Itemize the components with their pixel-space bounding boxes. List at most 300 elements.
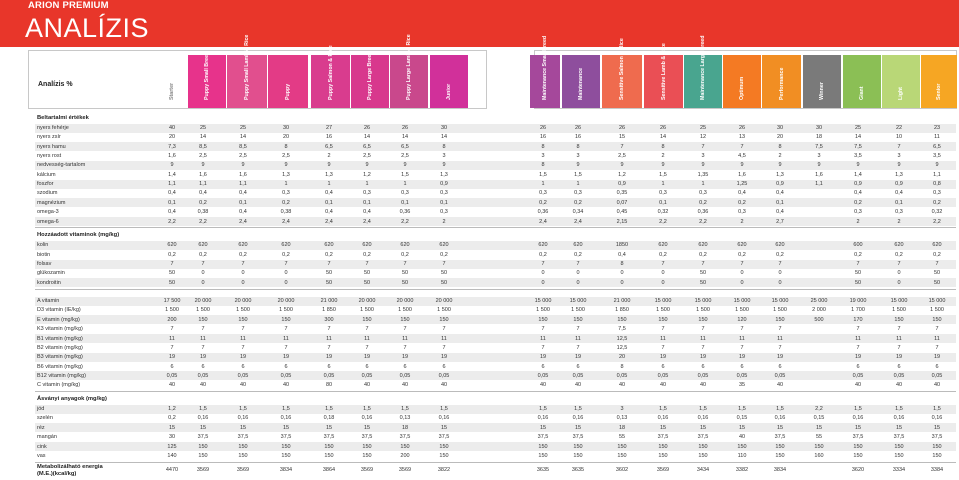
column-header-label: Puppy Small Breed <box>204 51 210 100</box>
row-label: B6 vitamin (mg/kg) <box>37 363 83 370</box>
table-cell: 11 <box>934 335 940 342</box>
table-cell: 37,5 <box>323 434 335 441</box>
table-cell: 37,5 <box>931 434 943 441</box>
table-cell: 0,38 <box>280 209 292 216</box>
table-cell: 0,05 <box>197 372 209 379</box>
table-cell: 1 500 <box>360 307 374 314</box>
table-cell: 620 <box>324 242 334 249</box>
table-cell: 37,5 <box>774 434 786 441</box>
table-cell: 40 <box>168 125 176 131</box>
row-label: biotin <box>37 251 51 258</box>
table-cell: 0,16 <box>657 415 669 422</box>
table-cell: 0,05 <box>280 372 292 379</box>
table-cell: 2 <box>442 218 446 225</box>
table-cell: 15 <box>539 424 547 431</box>
table-cell: 0,9 <box>776 181 784 188</box>
row-label: szelén <box>37 415 53 422</box>
table-cell: 7 <box>241 344 245 351</box>
table-cell: 19 <box>325 354 333 361</box>
table-cell: 6 <box>284 363 288 370</box>
table-cell: 50 <box>325 270 333 277</box>
table-cell: 150 <box>198 452 208 459</box>
table-cell: 20 <box>776 134 784 141</box>
table-cell: 20 000 <box>194 298 212 305</box>
table-row <box>35 442 956 451</box>
table-cell: 6,5 <box>933 143 941 150</box>
table-cell: 1 850 <box>615 307 629 314</box>
table-cell: 0,45 <box>616 209 628 216</box>
table-cell: 37,5 <box>537 434 549 441</box>
table-cell: 21 000 <box>320 298 338 305</box>
table-cell: 1,5 <box>854 406 862 413</box>
column-header-label: Sensitive Salmon & Rice <box>619 38 625 100</box>
table-cell: 8 <box>576 143 580 150</box>
table-cell: 11 <box>441 335 447 342</box>
table-cell: 2 <box>740 218 744 225</box>
table-cell: 7 <box>541 344 545 351</box>
table-cell: 11 <box>200 335 206 342</box>
energy-cell: 3569 <box>398 467 412 473</box>
table-cell: 1,25 <box>736 181 748 188</box>
table-cell: 0,3 <box>854 209 862 216</box>
table-cell: 0,4 <box>776 209 784 216</box>
column-header-19 <box>921 55 957 108</box>
table-cell: 7 <box>740 143 744 150</box>
table-cell: 15 000 <box>928 298 946 305</box>
table-cell: 150 <box>198 443 208 450</box>
table-cell: 50 <box>401 270 409 277</box>
table-cell: 150 <box>573 452 583 459</box>
table-cell: 7 <box>284 326 288 333</box>
table-cell: 11 <box>240 335 246 342</box>
table-cell: 0,2 <box>539 251 547 258</box>
table-cell: 0,4 <box>895 190 903 197</box>
table-cell: 6,5 <box>401 143 409 150</box>
table-cell: 40 <box>401 382 409 389</box>
table-cell: 1,5 <box>199 406 207 413</box>
table-cell: 15 <box>815 424 823 431</box>
table-cell: 6 <box>935 363 939 370</box>
table-cell: 9 <box>327 162 331 169</box>
table-cell: 0,3 <box>699 190 707 197</box>
brand-name: ARION PREMIUM <box>28 0 109 11</box>
row-label: nyers fehérje <box>37 125 69 131</box>
table-cell: 15 <box>854 424 862 431</box>
table-cell: 0,05 <box>774 372 786 379</box>
table-cell: 19 <box>854 354 862 361</box>
table-cell: 1,5 <box>659 406 667 413</box>
table-cell: 0,9 <box>440 181 448 188</box>
table-cell: 125 <box>167 443 177 450</box>
table-cell: 8 <box>620 261 624 268</box>
table-cell: 0,4 <box>239 190 247 197</box>
row-label: kálcium <box>37 171 56 178</box>
section-divider <box>35 391 956 392</box>
table-cell: 15 <box>440 424 448 431</box>
table-cell: 40 <box>574 382 582 389</box>
table-cell: 9 <box>365 162 369 169</box>
table-cell: 7 <box>897 344 901 351</box>
table-cell: 11 <box>739 335 745 342</box>
table-cell: 1 500 <box>892 307 906 314</box>
table-cell: 10 <box>895 134 903 141</box>
table-cell: 0,3 <box>933 190 941 197</box>
table-cell: 35 <box>738 382 746 389</box>
table-row <box>35 208 956 217</box>
table-cell: 1,2 <box>363 171 371 178</box>
row-label: C vitamin (mg/kg) <box>37 382 81 389</box>
table-cell: 37,5 <box>280 434 292 441</box>
table-cell: 0,2 <box>199 251 207 258</box>
table-cell: 19 <box>933 354 941 361</box>
table-cell: 620 <box>439 242 449 249</box>
table-cell: 0,07 <box>616 199 628 206</box>
row-label: nyers hamu <box>37 143 66 150</box>
table-cell: 14 <box>401 134 409 141</box>
row-label: B12 vitamin (mg/kg) <box>37 372 86 379</box>
table-cell: 20 000 <box>435 298 453 305</box>
table-cell: 0,2 <box>933 251 941 258</box>
table-cell: 23 <box>933 125 941 131</box>
table-cell: 40 <box>776 382 784 389</box>
table-cell: 15 000 <box>890 298 908 305</box>
table-cell: 55 <box>815 434 823 441</box>
table-cell: 0,05 <box>616 372 628 379</box>
row-label: D3 vitamin (IE/kg) <box>37 307 81 314</box>
table-cell: 1,5 <box>539 406 547 413</box>
table-cell: 7 <box>201 261 205 268</box>
table-cell: 7 <box>856 261 860 268</box>
table-cell: 2,2 <box>199 218 207 225</box>
table-cell: 1 500 <box>196 307 210 314</box>
column-header-13 <box>684 35 722 108</box>
table-cell: 620 <box>400 242 410 249</box>
table-cell: 110 <box>737 452 747 459</box>
row-label: nyers rost <box>37 153 62 160</box>
table-cell: 2 <box>661 153 665 160</box>
table-row <box>35 198 956 207</box>
table-row <box>35 297 956 306</box>
table-cell: 15 <box>659 424 667 431</box>
table-cell: 6 <box>661 363 665 370</box>
table-cell: 0 <box>620 270 624 277</box>
table-cell: 0,2 <box>168 251 176 258</box>
table-cell: 0,4 <box>854 190 862 197</box>
table-cell: 50 <box>699 279 707 286</box>
table-cell: 1,1 <box>168 181 176 188</box>
table-cell: 15 <box>738 424 746 431</box>
table-cell: 620 <box>658 242 668 249</box>
table-cell: 7 <box>403 344 407 351</box>
table-cell: 0,1 <box>325 199 333 206</box>
table-cell: 15 <box>363 424 371 431</box>
table-row <box>35 405 956 414</box>
table-cell: 7 <box>740 326 744 333</box>
table-cell: 16 <box>325 134 333 141</box>
table-cell: 0,05 <box>697 372 709 379</box>
table-cell: 0,1 <box>168 199 176 206</box>
table-cell: 7 <box>201 326 205 333</box>
column-header-label: Puppy Small Lamb & Rice <box>244 34 250 100</box>
table-cell: 0,3 <box>895 209 903 216</box>
table-cell: 0,4 <box>168 209 176 216</box>
table-cell: 14 <box>440 134 448 141</box>
table-cell: 11 <box>934 134 940 141</box>
table-cell: 0,3 <box>282 190 290 197</box>
table-cell: 1,5 <box>659 171 667 178</box>
table-cell: 50 <box>168 279 176 286</box>
table-cell: 150 <box>439 452 449 459</box>
column-header-label: Maintenance Small Breed <box>542 35 548 100</box>
table-cell: 15 <box>776 424 784 431</box>
table-cell: 7 <box>701 143 705 150</box>
table-cell: 0 <box>541 270 545 277</box>
row-label: folsav <box>37 261 52 268</box>
table-row <box>35 278 956 287</box>
table-cell: 0 <box>576 279 580 286</box>
table-cell: 20 <box>168 134 176 141</box>
table-row <box>35 142 956 151</box>
table-cell: 7 <box>740 261 744 268</box>
table-row <box>35 414 956 423</box>
table-cell: 7 <box>856 344 860 351</box>
table-cell: 11 <box>777 335 783 342</box>
column-header-label: Giant <box>859 86 865 100</box>
row-label: jód <box>37 406 45 413</box>
table-cell: 1,5 <box>401 171 409 178</box>
table-cell: 1,6 <box>168 153 176 160</box>
table-cell: 7 <box>701 326 705 333</box>
table-cell: 37,5 <box>399 434 411 441</box>
table-cell: 7 <box>897 326 901 333</box>
table-cell: 14 <box>239 134 247 141</box>
table-cell: 30 <box>282 125 290 131</box>
table-cell: 20 <box>282 134 290 141</box>
table-cell: 7 <box>365 326 369 333</box>
row-label: A vitamin <box>37 298 60 305</box>
table-cell: 0,16 <box>893 415 905 422</box>
row-label: omega-3 <box>37 209 59 216</box>
table-cell: 0,1 <box>363 199 371 206</box>
table-cell: 7 <box>935 261 939 268</box>
table-cell: 7 <box>897 143 901 150</box>
table-row <box>35 381 956 390</box>
table-row <box>35 180 956 189</box>
table-cell: 2,15 <box>616 218 628 225</box>
table-cell: 0,16 <box>537 415 549 422</box>
table-cell: 2,5 <box>363 153 371 160</box>
table-row <box>35 315 956 324</box>
table-cell: 150 <box>698 443 708 450</box>
table-cell: 1,3 <box>776 171 784 178</box>
energy-cell: 3602 <box>615 467 629 473</box>
table-cell: 1,5 <box>539 171 547 178</box>
table-cell: 7 <box>170 326 174 333</box>
table-cell: 1,3 <box>325 171 333 178</box>
energy-cell: 3822 <box>437 467 451 473</box>
table-cell: 1 500 <box>536 307 550 314</box>
table-cell: 11 <box>402 335 408 342</box>
table-cell: 37,5 <box>852 434 864 441</box>
table-cell: 0,2 <box>239 251 247 258</box>
table-cell: 0,4 <box>325 209 333 216</box>
column-header-6 <box>351 51 389 108</box>
table-cell: 15 <box>168 424 176 431</box>
table-row <box>35 124 956 133</box>
table-cell: 3 <box>620 406 624 413</box>
table-row <box>35 217 956 226</box>
table-cell: 0,1 <box>895 199 903 206</box>
table-cell: 1 500 <box>398 307 412 314</box>
table-cell: 0,1 <box>401 199 409 206</box>
table-cell: 0,38 <box>197 209 209 216</box>
table-cell: 1 <box>365 181 369 188</box>
table-cell: 2,5 <box>618 153 626 160</box>
row-label: mangán <box>37 434 57 441</box>
table-cell: 0 <box>620 279 624 286</box>
table-cell: 6 <box>740 363 744 370</box>
table-cell: 9 <box>817 162 821 169</box>
table-cell: 9 <box>241 162 245 169</box>
table-cell: 1,5 <box>738 406 746 413</box>
table-cell: 1 500 <box>437 307 451 314</box>
section-divider <box>35 289 956 290</box>
column-header-label: Senior <box>936 83 942 100</box>
table-cell: 7 <box>661 326 665 333</box>
row-label: cink <box>37 443 47 450</box>
table-cell: 11 <box>896 335 902 342</box>
table-cell: 3,5 <box>933 153 941 160</box>
table-cell: 2 000 <box>812 307 826 314</box>
table-cell: 7,5 <box>618 326 626 333</box>
table-cell: 150 <box>538 443 548 450</box>
table-cell: 9 <box>701 162 705 169</box>
table-cell: 19 <box>738 354 746 361</box>
table-cell: 620 <box>698 242 708 249</box>
energy-cell: 3382 <box>735 467 749 473</box>
table-cell: 3 <box>541 153 545 160</box>
table-cell: 0 <box>661 270 665 277</box>
table-cell: 0,16 <box>237 415 249 422</box>
table-cell: 150 <box>439 316 449 323</box>
table-cell: 150 <box>538 452 548 459</box>
table-cell: 19 <box>895 354 903 361</box>
table-cell: 7 <box>778 344 782 351</box>
table-cell: 2,4 <box>325 218 333 225</box>
table-cell: 150 <box>362 443 372 450</box>
table-cell: 9 <box>620 162 624 169</box>
table-cell: 6 <box>365 363 369 370</box>
table-cell: 0,2 <box>574 199 582 206</box>
table-cell: 150 <box>362 452 372 459</box>
table-cell: 0,2 <box>933 199 941 206</box>
table-cell: 50 <box>401 279 409 286</box>
table-cell: 50 <box>363 279 371 286</box>
table-cell: 12 <box>699 134 707 141</box>
table-cell: 19 <box>659 354 667 361</box>
table-cell: 0,3 <box>539 190 547 197</box>
table-cell: 1,6 <box>738 171 746 178</box>
table-cell: 0,3 <box>574 190 582 197</box>
table-cell: 0 <box>897 279 901 286</box>
table-cell: 3 <box>701 153 705 160</box>
energy-cell: 3569 <box>236 467 250 473</box>
table-row <box>35 152 956 161</box>
table-cell: 9 <box>935 162 939 169</box>
table-cell: 1 <box>284 181 288 188</box>
table-cell: 150 <box>238 316 248 323</box>
column-header-label: Puppy <box>285 83 291 100</box>
table-row <box>35 161 956 170</box>
table-cell: 50 <box>933 270 941 277</box>
table-cell: 150 <box>281 316 291 323</box>
table-cell: 11 <box>364 335 370 342</box>
table-cell: 0,16 <box>852 415 864 422</box>
table-cell: 20 000 <box>396 298 414 305</box>
table-cell: 620 <box>894 242 904 249</box>
table-row <box>35 170 956 179</box>
table-cell: 1,5 <box>933 406 941 413</box>
column-header-label: Puppy Large Lamb & Rice <box>406 34 412 100</box>
table-cell: 7 <box>403 261 407 268</box>
table-cell: 19 <box>776 354 784 361</box>
table-cell: 2,2 <box>401 218 409 225</box>
table-cell: 0,3 <box>738 209 746 216</box>
table-cell: 2,2 <box>168 218 176 225</box>
table-cell: 150 <box>775 443 785 450</box>
table-cell: 150 <box>932 452 942 459</box>
table-cell: 2,2 <box>815 406 823 413</box>
table-cell: 1 500 <box>735 307 749 314</box>
table-cell: 0,1 <box>659 199 667 206</box>
table-cell: 7 <box>701 261 705 268</box>
table-cell: 1,4 <box>168 171 176 178</box>
table-cell: 9 <box>170 162 174 169</box>
table-cell: 12,5 <box>616 335 628 342</box>
table-cell: 40 <box>363 382 371 389</box>
table-cell: 620 <box>238 242 248 249</box>
table-cell: 7 <box>170 261 174 268</box>
table-cell: 0,05 <box>399 372 411 379</box>
table-cell: 620 <box>573 242 583 249</box>
table-cell: 0,1 <box>440 199 448 206</box>
table-cell: 0 <box>778 270 782 277</box>
table-cell: 150 <box>894 443 904 450</box>
table-cell: 15 000 <box>654 298 672 305</box>
table-cell: 7 <box>327 326 331 333</box>
table-cell: 0,36 <box>399 209 411 216</box>
table-cell: 1,3 <box>440 171 448 178</box>
table-cell: 0,36 <box>537 209 549 216</box>
table-cell: 0,05 <box>931 372 943 379</box>
table-cell: 37,5 <box>361 434 373 441</box>
column-header-15 <box>762 55 801 108</box>
table-cell: 8 <box>541 143 545 150</box>
table-cell: 1,5 <box>363 406 371 413</box>
table-cell: 4,5 <box>738 153 746 160</box>
table-cell: 37,5 <box>893 434 905 441</box>
table-cell: 150 <box>238 452 248 459</box>
table-cell: 19 <box>574 354 582 361</box>
table-cell: 50 <box>325 279 333 286</box>
table-cell: 19 <box>363 354 371 361</box>
table-cell: 0,05 <box>323 372 335 379</box>
table-cell: 3 <box>817 153 821 160</box>
table-cell: 500 <box>814 316 824 323</box>
table-cell: 0 <box>740 270 744 277</box>
column-header-11 <box>602 38 642 108</box>
table-cell: 6,5 <box>363 143 371 150</box>
